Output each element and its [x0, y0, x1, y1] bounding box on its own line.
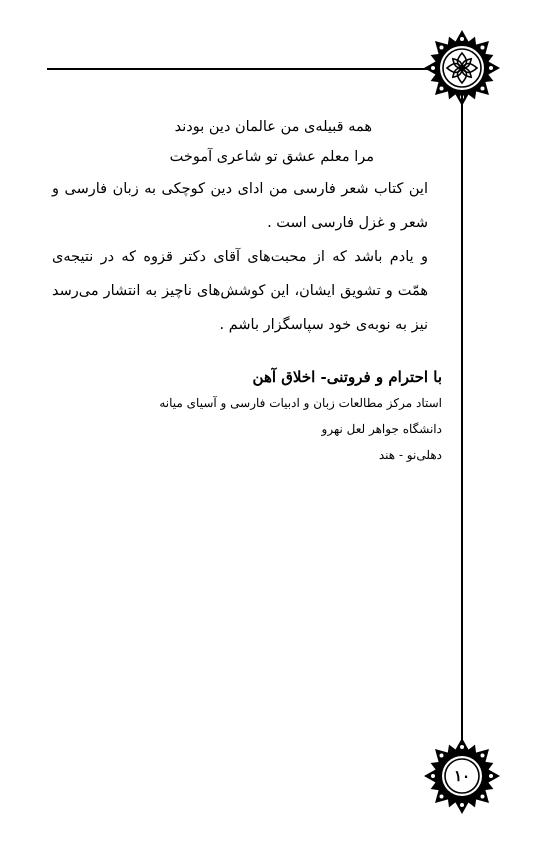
side-rule	[461, 92, 463, 742]
signature-university: دانشگاه جواهر لعل نهرو	[321, 422, 442, 436]
signature-location: دهلی‌نو - هند	[378, 448, 442, 462]
main-text	[52, 112, 442, 468]
paragraph-1: این کتاب شعر فارسی من ادای دین کوچکی به زبان فارسی و شعر و غزل فارسی است .	[52, 181, 428, 231]
signature-position: استاد مرکز مطالعات زبان و ادبیات فارسی و آسیای میانه	[159, 396, 442, 410]
paragraph-2: و یادم باشد که از محبت‌های آقای دکتر قزوه که در نتیجه‌ی همّت و تشویق ایشان، این کوشش‌های ناچیز به انتشار می‌رسد نیز به نوبه‌ی خود سپاسگزار باشم .	[52, 249, 428, 333]
signature-title: با احترام و فروتنی- اخلاق آهن	[252, 368, 442, 386]
page-number: ۱۰	[453, 767, 471, 785]
body-text	[52, 172, 442, 342]
verse-line-1: همه قبیله‌ی من عالمان دین بودند	[174, 119, 372, 135]
verse-line-2: مرا معلم عشق تو شاعری آموخت	[169, 149, 374, 165]
top-rule	[47, 68, 430, 70]
page-number-ornament	[422, 736, 502, 816]
